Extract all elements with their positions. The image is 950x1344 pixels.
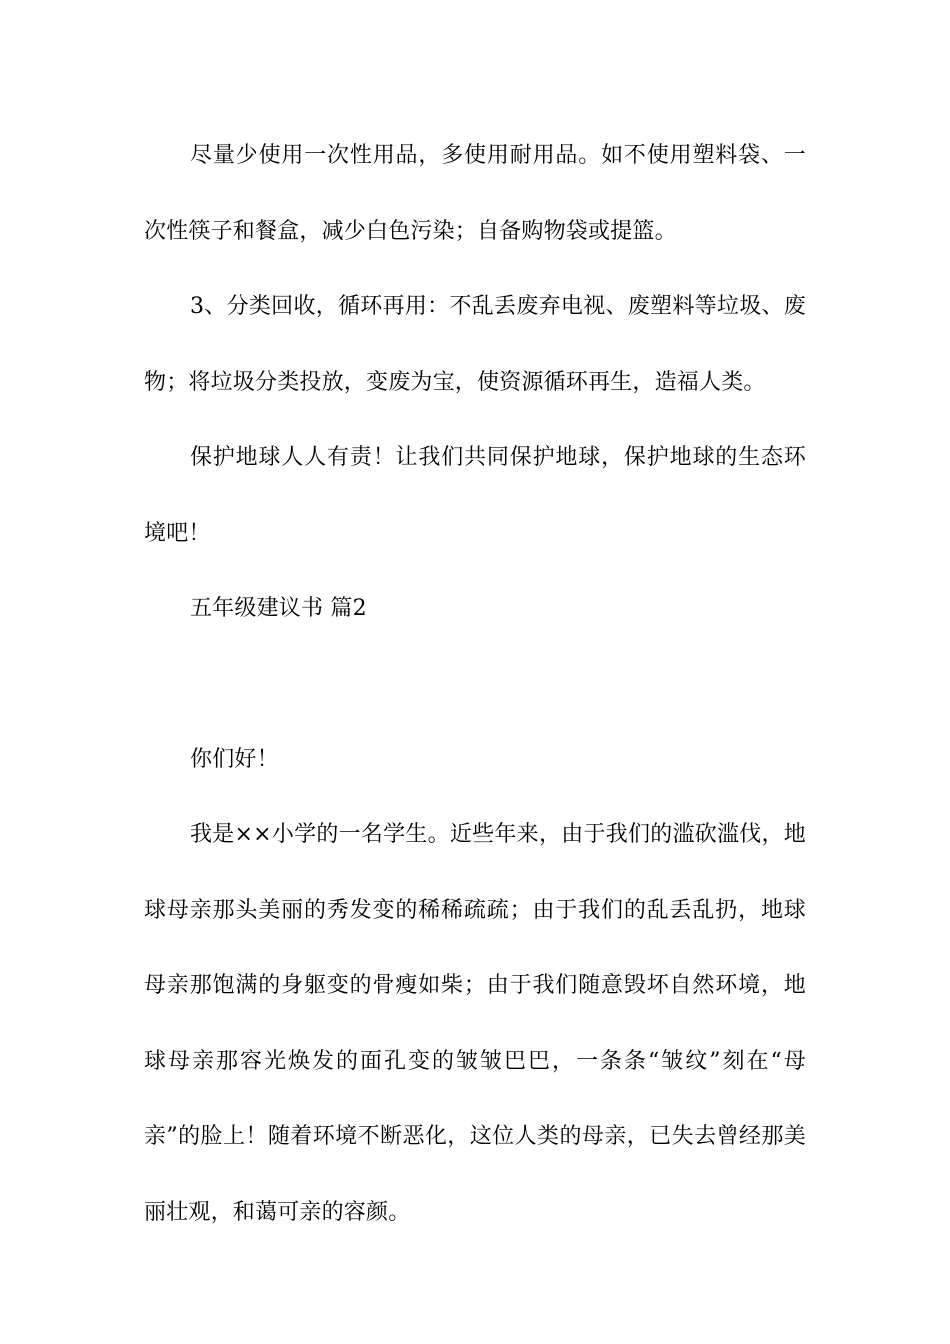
section-title: 五年级建议书 篇2	[190, 596, 367, 621]
paragraph-disposable-items: 尽量少使用一次性用品，多使用耐用品。如不使用塑料袋、一次性筷子和餐盒，减少白色污染；自备购物袋或提篮。	[144, 143, 806, 244]
paragraph-earth-mother: 我是××小学的一名学生。近些年来，由于我们的滥砍滥伐，地球母亲那头美丽的秀发变的稀稀疏疏；由于我们的乱丢乱扔，地球母亲那饱满的身躯变的骨瘦如柴；由于我们随意毁坏自然环境，地球母亲那容光焕发的面孔变的皱皱巴巴，一条条“皱纹”刻在“母亲”的脸上！随着环境不断恶化，这位人类的母亲，已失去曾经那美丽壮观，和蔼可亲的容颜。	[144, 822, 806, 1225]
blank-line	[144, 647, 806, 722]
greeting: 你们好！	[190, 746, 279, 772]
document-body	[144, 118, 806, 1250]
paragraph-recycling: 3、分类回收，循环再用：不乱丢废弃电视、废塑料等垃圾、废物；将垃圾分类投放，变废为宝，使资源循环再生，造福人类。	[144, 294, 806, 395]
paragraph-protect-earth: 保护地球人人有责！让我们共同保护地球，保护地球的生态环境吧！	[144, 445, 806, 546]
